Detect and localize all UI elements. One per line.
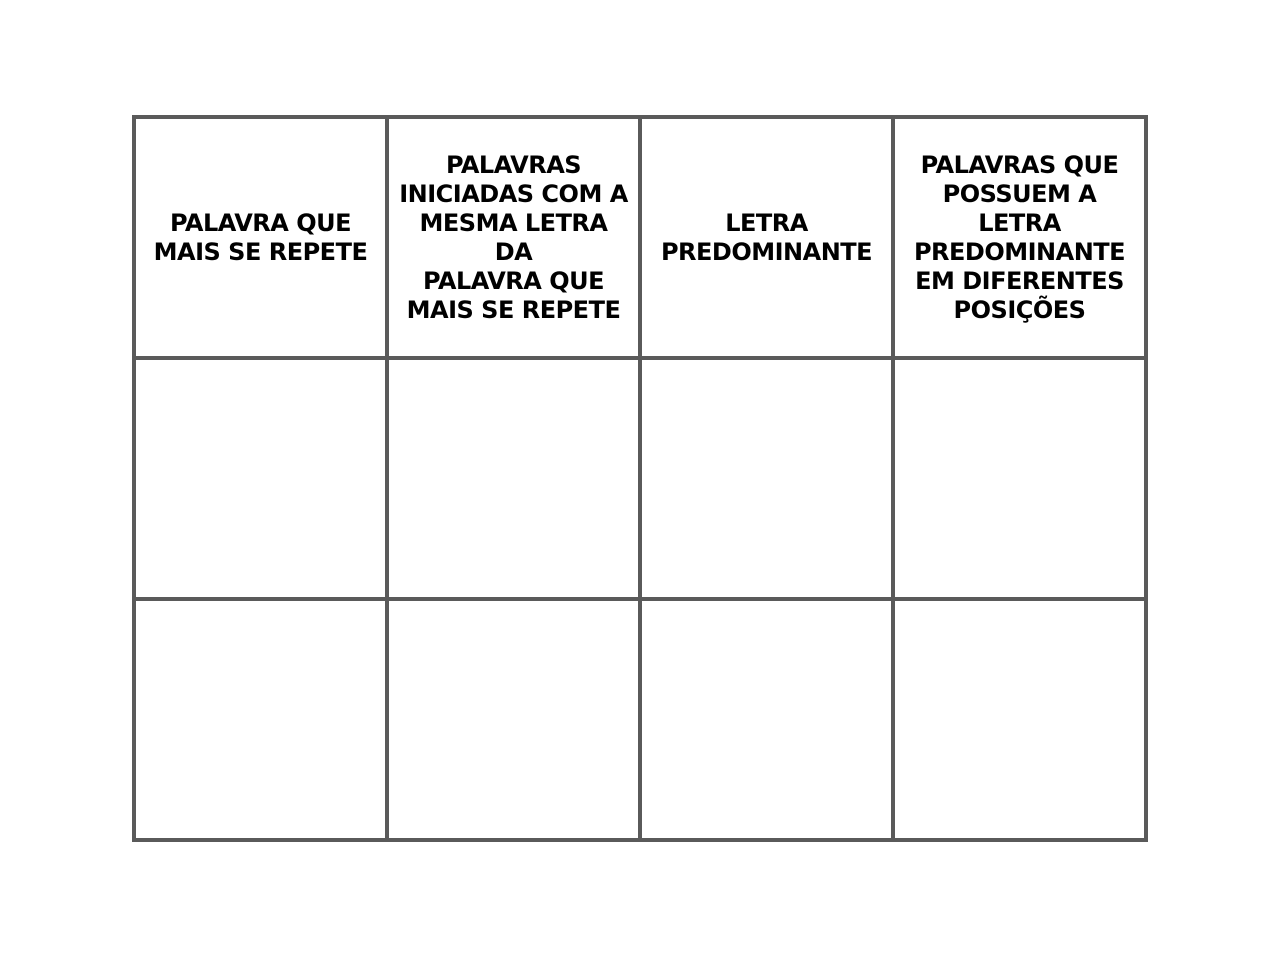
- header-label: PALAVRA QUE MAIS SE REPETE: [153, 208, 368, 266]
- table-row: [134, 599, 1146, 840]
- answer-cell[interactable]: [387, 599, 640, 840]
- answer-cell[interactable]: [893, 358, 1146, 599]
- header-cell-most-repeated-word: [134, 117, 387, 358]
- header-label: LETRA PREDOMINANTE: [660, 208, 873, 266]
- header-label: PALAVRAS QUE POSSUEM A LETRA PREDOMINANTE EM DIFERENTES POSIÇÕES: [913, 150, 1126, 324]
- word-analysis-table: [132, 115, 1148, 842]
- answer-cell[interactable]: [387, 358, 640, 599]
- table-row: [134, 358, 1146, 599]
- answer-cell[interactable]: [893, 599, 1146, 840]
- answer-cell[interactable]: [134, 599, 387, 840]
- header-cell-predominant-letter: [640, 117, 893, 358]
- table-header-row: [134, 117, 1146, 358]
- answer-cell[interactable]: [640, 599, 893, 840]
- answer-cell[interactable]: [134, 358, 387, 599]
- header-label: PALAVRAS INICIADAS COM A MESMA LETRA DA PALAVRA QUE MAIS SE REPETE: [399, 150, 628, 324]
- header-cell-letter-positions: [893, 117, 1146, 358]
- header-cell-words-same-initial: [387, 117, 640, 358]
- answer-cell[interactable]: [640, 358, 893, 599]
